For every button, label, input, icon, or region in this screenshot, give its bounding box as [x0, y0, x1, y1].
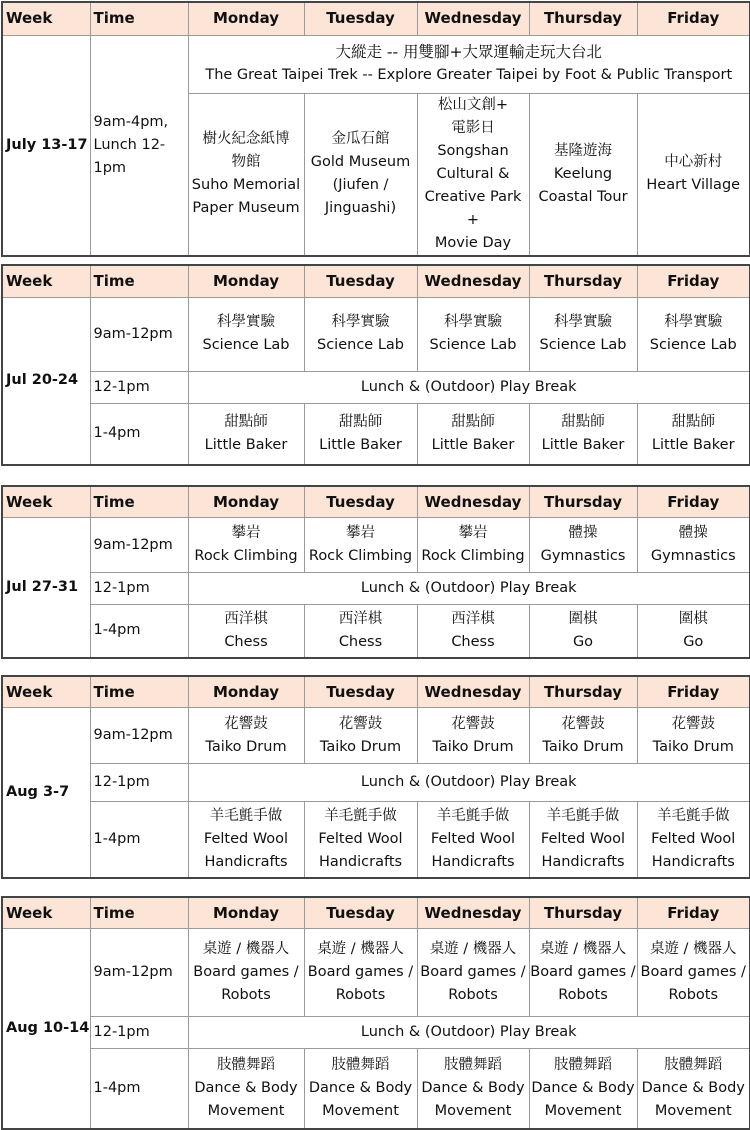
time-cell: 1-4pm [90, 605, 188, 658]
lunch-break: Lunch & (Outdoor) Play Break [188, 764, 750, 802]
activity-cell-thursday [529, 93, 637, 256]
time-cell: 9am-12pm [90, 518, 188, 573]
activity-line: 體操 [678, 525, 708, 541]
morning-activity-monday [188, 929, 304, 1017]
activity-line: 電影日 [451, 119, 495, 136]
activity-line: 西洋棋 [338, 610, 383, 627]
activity-line: Science Lab [202, 337, 290, 353]
afternoon-activity-tuesday [304, 605, 417, 658]
morning-row [2, 297, 750, 371]
activity-line: 花響鼓 [224, 715, 268, 732]
week-label: Aug 10-14 [2, 929, 90, 1129]
activity-line: Board games / [640, 964, 746, 980]
activity-line: Songshan [437, 142, 509, 159]
day-header-wednesday: Wednesday [417, 2, 529, 35]
activity-line: Dance & Body [421, 1079, 525, 1096]
activity-line: Felted Wool [203, 830, 289, 847]
afternoon-row [2, 403, 750, 465]
afternoon-activity-thursday [529, 403, 637, 465]
day-header-thursday: Thursday [529, 897, 637, 929]
day-header-thursday: Thursday [529, 676, 637, 708]
day-header-wednesday: Wednesday [417, 676, 529, 708]
activity-line: 羊毛氈手做 [657, 807, 730, 824]
morning-activity-monday [188, 708, 304, 764]
activity-line: Handicrafts [318, 853, 403, 870]
lunch-break: Lunch & (Outdoor) Play Break [188, 573, 750, 605]
activity-line: 金瓜石館 [331, 131, 390, 147]
activity-line: 甜點師 [338, 413, 383, 430]
activity-line: Go [572, 633, 594, 650]
activity-line: 花響鼓 [671, 715, 715, 732]
afternoon-activity-tuesday [304, 403, 417, 465]
activity-line: Felted Wool [540, 830, 626, 847]
schedule-table-week4 [1, 675, 750, 879]
activity-line: Dance & Body [641, 1079, 745, 1096]
lunch-break: Lunch & (Outdoor) Play Break [188, 371, 750, 403]
activity-line: Board games / [193, 964, 299, 980]
morning-activity-thursday [529, 929, 637, 1017]
day-header-monday: Monday [188, 676, 304, 708]
time-line: Lunch 12- [93, 136, 166, 153]
activity-line: 科學實驗 [331, 314, 390, 330]
afternoon-activity-monday [188, 403, 304, 465]
activity-line: Little Baker [431, 436, 515, 453]
activity-line: Keelung [553, 165, 613, 182]
header-row [2, 897, 750, 929]
time-cell: 12-1pm [90, 573, 188, 605]
day-header-friday: Friday [637, 265, 750, 297]
activity-line: Coastal Tour [538, 188, 628, 205]
activity-line: Science Lab [539, 337, 627, 353]
morning-activity-monday [188, 518, 304, 573]
header-row [2, 676, 750, 708]
activity-line: Taiko Drum [432, 738, 514, 755]
afternoon-row [2, 605, 750, 658]
time-header: Time [90, 265, 188, 297]
activity-line: Felted Wool [651, 830, 736, 847]
time-cell: 9am-12pm [90, 708, 188, 764]
time-cell: 9am-12pm [90, 929, 188, 1017]
activity-line: Felted Wool [318, 830, 403, 847]
activity-line: (Jiufen / [332, 177, 389, 193]
week-header: Week [2, 265, 90, 297]
time-header: Time [90, 2, 188, 35]
time-cell: 1-4pm [90, 1049, 188, 1129]
activity-line: Felted Wool [430, 830, 516, 847]
activity-line: Go [683, 633, 704, 650]
activity-line: 西洋棋 [451, 610, 495, 627]
day-header-thursday: Thursday [529, 2, 637, 35]
activity-line: Movement [544, 1102, 622, 1119]
activity-line: Dance & Body [531, 1079, 635, 1096]
activity-line: Heart Village [646, 177, 741, 193]
time-cell: 1-4pm [90, 802, 188, 878]
trek-banner [188, 35, 750, 93]
activity-line: 甜點師 [561, 413, 605, 430]
schedule-table-week5 [1, 896, 750, 1130]
activity-line: Gymnastics [650, 548, 736, 564]
header-row [2, 486, 750, 518]
activity-line: Robots [221, 987, 271, 1003]
activity-line: Science Lab [649, 337, 737, 353]
header-row [2, 2, 750, 35]
activity-line: 肢體舞蹈 [331, 1056, 390, 1073]
activity-line: 桌遊 / 機器人 [317, 941, 404, 957]
day-header-monday: Monday [188, 486, 304, 518]
time-cell: 12-1pm [90, 764, 188, 802]
activity-line: Taiko Drum [652, 738, 734, 755]
activity-line: Movement [207, 1102, 285, 1119]
day-header-tuesday: Tuesday [304, 676, 417, 708]
afternoon-activity-wednesday [417, 605, 529, 658]
activity-line: Little Baker [204, 436, 288, 453]
activity-line: Suho Memorial [191, 177, 301, 193]
banner-row [2, 35, 750, 93]
time-header: Time [90, 897, 188, 929]
time-line: 9am-4pm, [93, 113, 169, 130]
morning-activity-wednesday [417, 929, 529, 1017]
morning-activity-tuesday [304, 708, 417, 764]
morning-row [2, 929, 750, 1017]
activity-line: 體操 [568, 525, 598, 541]
banner-title-en: The Great Taipei Trek -- Explore Greater Taipei by Foot & Public Transport [205, 67, 733, 83]
morning-activity-thursday [529, 297, 637, 371]
activity-line: 花響鼓 [338, 715, 383, 732]
morning-activity-wednesday [417, 518, 529, 573]
activity-line: 科學實驗 [664, 314, 723, 330]
week-header: Week [2, 486, 90, 518]
header-row [2, 265, 750, 297]
activity-line: 中心新村 [664, 154, 723, 170]
time-cell: 12-1pm [90, 1017, 188, 1049]
activity-line: 科學實驗 [217, 314, 275, 330]
week-label: Jul 20-24 [2, 297, 90, 465]
activity-line: Board games / [530, 964, 636, 980]
morning-row [2, 708, 750, 764]
afternoon-activity-monday [188, 1049, 304, 1129]
activity-line: Dance & Body [194, 1079, 298, 1096]
day-header-tuesday: Tuesday [304, 265, 417, 297]
activity-line: Little Baker [541, 436, 625, 453]
activity-line: 科學實驗 [444, 314, 502, 330]
day-header-tuesday: Tuesday [304, 2, 417, 35]
day-header-monday: Monday [188, 897, 304, 929]
lunch-break: Lunch & (Outdoor) Play Break [188, 1017, 750, 1049]
activity-cell-friday [637, 93, 750, 256]
activity-line: Taiko Drum [319, 738, 402, 755]
day-header-tuesday: Tuesday [304, 486, 417, 518]
afternoon-activity-thursday [529, 1049, 637, 1129]
week-header: Week [2, 676, 90, 708]
activity-line: 科學實驗 [554, 314, 612, 330]
activity-line: Handicrafts [431, 853, 515, 870]
activity-line: Cultural & [436, 165, 510, 182]
activity-line: Robots [335, 987, 386, 1003]
morning-activity-thursday [529, 708, 637, 764]
morning-activity-wednesday [417, 297, 529, 371]
activity-line: Little Baker [651, 436, 735, 453]
activity-line: Movement [322, 1102, 399, 1119]
activity-line: 肢體舞蹈 [444, 1056, 502, 1073]
activity-line: 攀岩 [231, 525, 261, 541]
activity-line: Science Lab [429, 337, 517, 353]
activity-line: 基隆遊海 [554, 142, 612, 159]
lunch-row [2, 1017, 750, 1049]
schedule-table-week3 [1, 485, 750, 659]
afternoon-row [2, 802, 750, 878]
time-cell: 1-4pm [90, 403, 188, 465]
activity-line: Paper Museum [192, 200, 300, 216]
afternoon-activity-monday [188, 605, 304, 658]
morning-activity-friday [637, 297, 750, 371]
banner-title-zh: 大縱走 -- 用雙腳+大眾運輸走玩大台北 [335, 43, 603, 61]
activity-line: 甜點師 [671, 413, 715, 430]
activity-line: 松山文創+ [437, 96, 509, 113]
activity-line: 羊毛氈手做 [324, 807, 397, 824]
afternoon-activity-monday [188, 802, 304, 878]
activity-line: 桌遊 / 機器人 [649, 941, 737, 957]
activity-cell-wednesday [417, 93, 529, 256]
week-label: Jul 27-31 [2, 518, 90, 658]
activity-line: Taiko Drum [542, 738, 624, 755]
afternoon-activity-thursday [529, 605, 637, 658]
activity-line: 羊毛氈手做 [546, 807, 620, 824]
morning-activity-tuesday [304, 518, 417, 573]
morning-activity-tuesday [304, 297, 417, 371]
activity-cell-tuesday [304, 93, 417, 256]
week-header: Week [2, 2, 90, 35]
lunch-row [2, 764, 750, 802]
activity-line: 攀岩 [458, 525, 488, 541]
week-label: Aug 3-7 [2, 708, 90, 878]
day-header-friday: Friday [637, 897, 750, 929]
activity-line: 花響鼓 [561, 715, 605, 732]
activity-line: Handicrafts [204, 853, 288, 870]
day-header-friday: Friday [637, 486, 750, 518]
afternoon-activity-friday [637, 605, 750, 658]
morning-activity-friday [637, 708, 750, 764]
afternoon-activity-wednesday [417, 1049, 529, 1129]
day-header-thursday: Thursday [529, 486, 637, 518]
activity-line: Board games / [420, 964, 526, 980]
activity-line: 桌遊 / 機器人 [202, 941, 290, 957]
day-header-monday: Monday [188, 265, 304, 297]
activity-line: Rock Climbing [308, 548, 413, 564]
schedule-table-week1 [1, 1, 750, 257]
morning-activity-monday [188, 297, 304, 371]
activity-line: Little Baker [319, 436, 402, 453]
afternoon-activity-wednesday [417, 403, 529, 465]
activity-line: Gold Museum [310, 154, 411, 170]
activity-line: Chess [338, 633, 383, 650]
time-cell: 12-1pm [90, 371, 188, 403]
day-header-tuesday: Tuesday [304, 897, 417, 929]
time-header: Time [90, 486, 188, 518]
week-header: Week [2, 897, 90, 929]
activity-line: Board games / [307, 964, 414, 980]
activity-line: Handicrafts [541, 853, 625, 870]
afternoon-activity-tuesday [304, 1049, 417, 1129]
afternoon-activity-friday [637, 1049, 750, 1129]
time-cell [90, 35, 188, 256]
lunch-row [2, 371, 750, 403]
activity-line: 肢體舞蹈 [217, 1056, 275, 1073]
morning-activity-tuesday [304, 929, 417, 1017]
activity-line: Robots [558, 987, 608, 1003]
activity-line: 甜點師 [224, 413, 268, 430]
morning-activity-friday [637, 929, 750, 1017]
activity-line: Gymnastics [540, 548, 626, 564]
activity-line: Chess [451, 633, 495, 650]
day-header-wednesday: Wednesday [417, 897, 529, 929]
activity-line: Creative Park + [424, 188, 522, 228]
activity-line: Dance & Body [308, 1079, 413, 1096]
day-header-friday: Friday [637, 676, 750, 708]
activity-line: 物館 [231, 154, 261, 170]
time-cell: 9am-12pm [90, 297, 188, 371]
time-line: 1pm [93, 159, 127, 176]
activity-line: 肢體舞蹈 [554, 1056, 612, 1073]
activity-line: 桌遊 / 機器人 [429, 941, 517, 957]
day-header-thursday: Thursday [529, 265, 637, 297]
activity-line: Rock Climbing [194, 548, 298, 564]
morning-activity-thursday [529, 518, 637, 573]
activity-line: Rock Climbing [421, 548, 525, 564]
afternoon-activity-wednesday [417, 802, 529, 878]
afternoon-activity-friday [637, 802, 750, 878]
activity-line: Jinguashi) [324, 200, 397, 216]
activity-line: 肢體舞蹈 [664, 1056, 723, 1073]
activity-line: Science Lab [317, 337, 404, 353]
morning-activity-wednesday [417, 708, 529, 764]
activity-line: 甜點師 [451, 413, 495, 430]
activity-line: Robots [668, 987, 719, 1003]
activity-cell-monday [188, 93, 304, 256]
activity-line: Taiko Drum [205, 738, 287, 755]
activity-line: Handicrafts [651, 853, 735, 870]
day-header-wednesday: Wednesday [417, 486, 529, 518]
afternoon-row [2, 1049, 750, 1129]
activity-line: Movement [654, 1102, 732, 1119]
day-header-friday: Friday [637, 2, 750, 35]
activity-line: Chess [224, 633, 268, 650]
day-header-monday: Monday [188, 2, 304, 35]
activity-line: 羊毛氈手做 [209, 807, 283, 824]
afternoon-activity-friday [637, 403, 750, 465]
activity-line: 圍棋 [678, 610, 708, 627]
afternoon-activity-thursday [529, 802, 637, 878]
schedule-table-week2 [1, 264, 750, 466]
activity-line: 西洋棋 [224, 610, 268, 627]
lunch-row [2, 573, 750, 605]
afternoon-activity-tuesday [304, 802, 417, 878]
time-header: Time [90, 676, 188, 708]
activity-line: 攀岩 [346, 525, 375, 541]
activity-line: 花響鼓 [451, 715, 495, 732]
morning-row [2, 518, 750, 573]
activity-line: 樹火紀念紙博 [202, 131, 290, 147]
activity-line: 羊毛氈手做 [436, 807, 510, 824]
activity-line: Movement [434, 1102, 512, 1119]
activity-line: Robots [448, 987, 498, 1003]
morning-activity-friday [637, 518, 750, 573]
activity-line: 桌遊 / 機器人 [539, 941, 627, 957]
day-header-wednesday: Wednesday [417, 265, 529, 297]
activity-line: Movie Day [434, 234, 512, 251]
activity-line: 圍棋 [568, 610, 598, 627]
week-label: July 13-17 [2, 35, 90, 256]
